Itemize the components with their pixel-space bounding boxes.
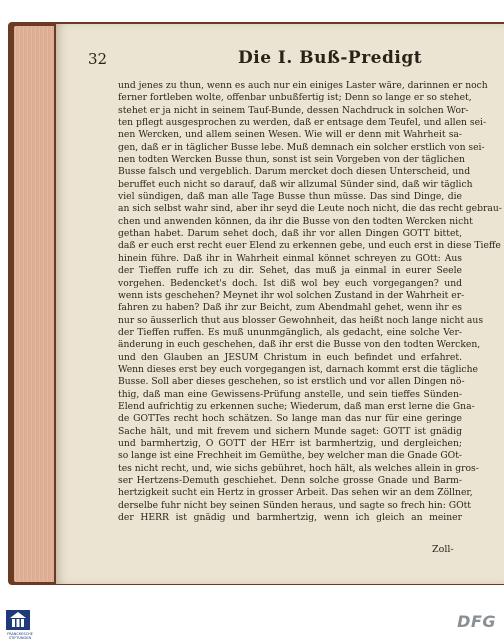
text-line: Wenn dieses erst bey euch vorgegangen ist, darnach kommt erst die tägliche xyxy=(118,363,478,375)
text-line: chen und anwenden können, da ihr die Busse von den todten Wercken nicht xyxy=(118,215,473,227)
catchword: Zoll- xyxy=(432,544,454,555)
text-line: Elend aufrichtig zu erkennen suche; Wiederum, daß man erst lerne die Gna- xyxy=(118,400,475,412)
text-line: ferner fortleben wolte, offenbar unbußfertig ist; Denn so lange er so stehet, xyxy=(118,92,472,104)
text-line: der HERR ist gnädig und barmhertzig, wenn ich gleich an meiner xyxy=(118,512,462,524)
text-line: wenn ists geschehen? Meynet ihr wol solchen Zustand in der Wahrheit er- xyxy=(118,289,465,301)
text-line: Busse falsch und vergeblich. Darum mercket doch diesen Unterscheid, und xyxy=(118,166,471,178)
text-line: der Tieffen ruffen. Es muß ununmgänglich, als gedacht, eine solche Ver- xyxy=(118,326,462,338)
text-line: Sache hält, und mit frevem und sichern Munde saget: GOTT ist gnädig xyxy=(118,425,462,437)
text-line: so lange ist eine Frechheit im Gemüthe, bey welcher man die Gnade GOt- xyxy=(118,450,463,462)
body-text xyxy=(118,80,502,524)
text-line: tes nicht recht, und, wie sichs gebühret, hoch hält, als welches allein in gros- xyxy=(118,462,479,474)
logo-caption: FRANCKESCHE STIFTUNGEN xyxy=(7,632,33,640)
page-number: 32 xyxy=(88,50,108,68)
text-line: und barmhertzig, O GOTT der HErr ist barmhertzig, und dergleichen; xyxy=(118,437,462,449)
text-line: vorgehen. Bedencket's doch. Ist diß wol bey euch vorgegangen? und xyxy=(118,277,462,289)
text-line: hinein führe. Daß ihr in Wahrheit einmal könnet schreyen zu GOtt: Aus xyxy=(118,252,462,264)
text-line: nen todten Wercken Busse thun, sonst ist sein Vorgeben von der täglichen xyxy=(118,154,465,166)
text-line: und jenes zu thun, wenn es auch nur ein einiges Laster wäre, darinnen er noch xyxy=(118,80,488,91)
text-line: änderung in euch geschehen, daß ihr erst die Busse von den todten Wercken, xyxy=(118,339,481,351)
page-title: Die I. Buß-Predigt xyxy=(238,48,423,68)
page-header xyxy=(88,50,468,72)
text-line: hertzigkeit sucht ein Hertz in grosser Arbeit. Das sehen wir an dem Zöllner, xyxy=(118,487,473,499)
text-line: daß er euch erst recht euer Elend zu erkennen gebe, und euch erst in diese Tieffe xyxy=(118,240,501,252)
text-line: der Tieffen ruffe ich zu dir. Sehet, das muß ja einmal in eurer Seele xyxy=(118,265,462,277)
text-line: nur so äusserlich thut aus blosser Gewohnheit, das heißt noch lange nicht aus xyxy=(118,314,484,326)
text-line: gethan habet. Darum sehet doch, daß ihr vor allen Dingen GOTT bittet, xyxy=(118,228,462,240)
text-line: thig, daß man eine Gewissens-Prüfung anstelle, und sein tieffes Sünden- xyxy=(118,388,462,400)
text-line: ten pflegt ausgesprochen zu werden, daß er entsage dem Teufel, und allen sei- xyxy=(118,117,487,129)
text-line: ser Hertzens-Demuth geschiehet. Denn solche grosse Gnade und Barm- xyxy=(118,475,462,486)
text-line: und den Glauben an JESUM Christum in euch befindet und erfahret. xyxy=(118,351,462,363)
footer-bar xyxy=(0,603,504,641)
text-line: Busse. Soll aber dieses geschehen, so ist erstlich und vor allen Dingen nö- xyxy=(118,376,465,388)
text-line: an sich selbst wahr sind, aber ihr seyd die Leute noch nicht, die das recht gebrau- xyxy=(118,203,502,215)
text-line: stehet er ja nicht in seinem Tauf-Bunde, dessen Nachdruck in solchen Wor- xyxy=(118,104,469,116)
text-line: fahren zu haben? Daß ihr zur Beicht, zum Abendmahl gehet, wenn ihr es xyxy=(118,302,462,314)
text-line: nen Wercken, und allem seinen Wesen. Wie will er denn mit Wahrheit sa- xyxy=(118,129,462,141)
text-line: beruffet euch nicht so darauf, daß wir allzumal Sünder sind, daß wir täglich xyxy=(118,178,473,190)
text-line: derselbe fuhr nicht bey seinen Sünden heraus, und sagte so frech hin: GOtt xyxy=(118,499,471,511)
text-line: de GOTTes recht hoch schätzen. So lange man das nur für eine geringe xyxy=(118,413,462,425)
text-line: gen, daß er in täglicher Busse lebe. Muß demnach ein solcher erstlich von sei- xyxy=(118,141,485,153)
dfg-logo: DFG xyxy=(457,612,496,631)
text-line: viel sündigen, daß man alle Tage Busse thun müsse. Das sind Dinge, die xyxy=(118,191,462,203)
page-edges xyxy=(14,26,54,582)
